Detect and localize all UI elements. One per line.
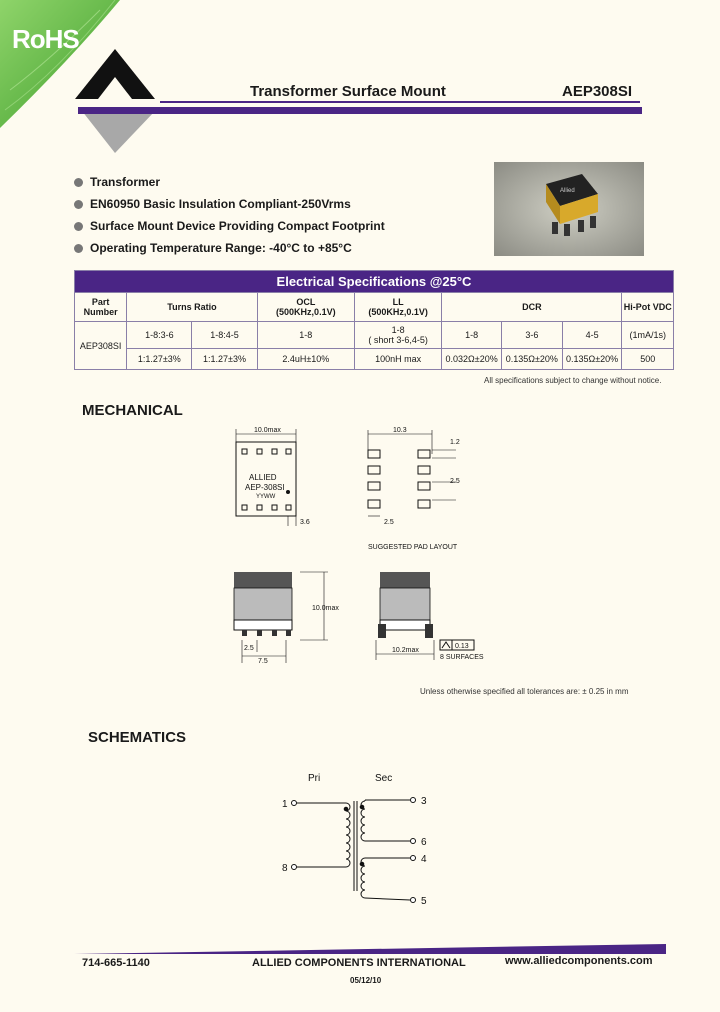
cell-part: AEP308SI xyxy=(75,322,127,370)
pin-8: 8 xyxy=(282,863,288,874)
pad-dim-1: 1.2 xyxy=(450,439,460,446)
marking-allied: ALLIED xyxy=(249,473,277,482)
bullet-icon xyxy=(74,244,83,253)
sub-turns2: 1-8:4-5 xyxy=(192,322,257,349)
feature-item: Operating Temperature Range: -40°C to +85°C xyxy=(74,241,352,255)
cell-ocl: 2.4uH±10% xyxy=(257,349,354,370)
pin-1: 1 xyxy=(282,799,288,810)
pri-label: Pri xyxy=(308,773,321,784)
pin-3: 3 xyxy=(421,796,427,807)
footer-web: www.alliedcomponents.com xyxy=(505,955,653,967)
cell-dcr2: 0.135Ω±20% xyxy=(502,349,563,370)
cell-dcr3: 0.135Ω±20% xyxy=(562,349,622,370)
col-hipot: Hi-Pot VDC xyxy=(622,293,674,322)
cell-dcr1: 0.032Ω±20% xyxy=(442,349,502,370)
col-dcr: DCR xyxy=(442,293,622,322)
col-ll: LL (500KHz,0.1V) xyxy=(355,293,442,322)
header-rule-top xyxy=(160,101,640,103)
cell-ll: 100nH max xyxy=(355,349,442,370)
schematics-heading: SCHEMATICS xyxy=(88,729,187,746)
feature-item: Transformer xyxy=(74,175,160,189)
dim-width: 10.2max xyxy=(392,647,419,654)
flat-label: 8 SURFACES xyxy=(440,654,484,661)
col-part: Part Number xyxy=(75,293,127,322)
marking-part: AEP-308SI xyxy=(245,483,285,492)
part-number: AEP308SI xyxy=(562,83,633,100)
dim-pin: 3.6 xyxy=(300,519,310,526)
sub-ll: 1-8 ( short 3-6,4-5) xyxy=(355,322,442,349)
sub-dcr2: 3-6 xyxy=(502,322,563,349)
spec-table xyxy=(74,270,674,370)
marking-date: YYWW xyxy=(256,494,276,500)
col-ocl: OCL (500KHz,0.1V) xyxy=(257,293,354,322)
pad-dim-2: 2.5 xyxy=(450,478,460,485)
col-turns: Turns Ratio xyxy=(127,293,257,322)
dim-span: 7.5 xyxy=(258,658,268,663)
footer-date: 05/12/10 xyxy=(350,976,382,985)
photo-marking: Allied xyxy=(560,188,575,194)
sub-turns1: 1-8:3-6 xyxy=(127,322,192,349)
pin-4: 4 xyxy=(421,854,427,865)
mechanical-top-views xyxy=(220,420,520,550)
feature-item: EN60950 Basic Insulation Compliant-250Vrms xyxy=(74,197,351,211)
mechanical-heading: MECHANICAL xyxy=(82,402,183,419)
cell-hipot: 500 xyxy=(622,349,674,370)
pad-layout-label: SUGGESTED PAD LAYOUT xyxy=(368,544,458,550)
schematic-diagram xyxy=(270,765,450,915)
sub-dcr1: 1-8 xyxy=(442,322,502,349)
footer-company: ALLIED COMPONENTS INTERNATIONAL xyxy=(252,957,466,969)
pin-5: 5 xyxy=(421,896,427,907)
dim-pitch: 2.5 xyxy=(244,645,254,652)
pin-6: 6 xyxy=(421,837,427,848)
sub-dcr3: 4-5 xyxy=(562,322,622,349)
footer-phone: 714-665-1140 xyxy=(82,957,150,969)
sec-label: Sec xyxy=(375,773,393,784)
pad-dim-top: 10.3 xyxy=(393,427,407,434)
sub-hipot: (1mA/1s) xyxy=(622,322,674,349)
spec-title: Electrical Specifications @25°C xyxy=(75,271,674,293)
bullet-icon xyxy=(74,222,83,231)
product-photo xyxy=(494,162,644,256)
bullet-icon xyxy=(74,178,83,187)
page-title: Transformer Surface Mount xyxy=(250,83,446,100)
rohs-label: RoHS xyxy=(12,24,79,54)
pad-dim-3: 2.5 xyxy=(384,519,394,526)
dim-top: 10.0max xyxy=(254,427,281,434)
dim-height: 10.0max xyxy=(312,605,339,612)
bullet-icon xyxy=(74,200,83,209)
cell-turns1: 1:1.27±3% xyxy=(127,349,192,370)
header-rule-bar xyxy=(78,107,642,114)
cell-turns2: 1:1.27±3% xyxy=(192,349,257,370)
footer-rule xyxy=(74,944,666,954)
sub-ocl: 1-8 xyxy=(257,322,354,349)
mechanical-side-views xyxy=(220,568,520,663)
tolerance-note: Unless otherwise specified all tolerances are: ± 0.25 in mm xyxy=(420,687,629,696)
feature-item: Surface Mount Device Providing Compact Footprint xyxy=(74,219,385,233)
allied-logo xyxy=(70,45,170,160)
spec-note: All specifications subject to change without notice. xyxy=(484,376,662,385)
flat-value: 0.13 xyxy=(455,643,469,650)
